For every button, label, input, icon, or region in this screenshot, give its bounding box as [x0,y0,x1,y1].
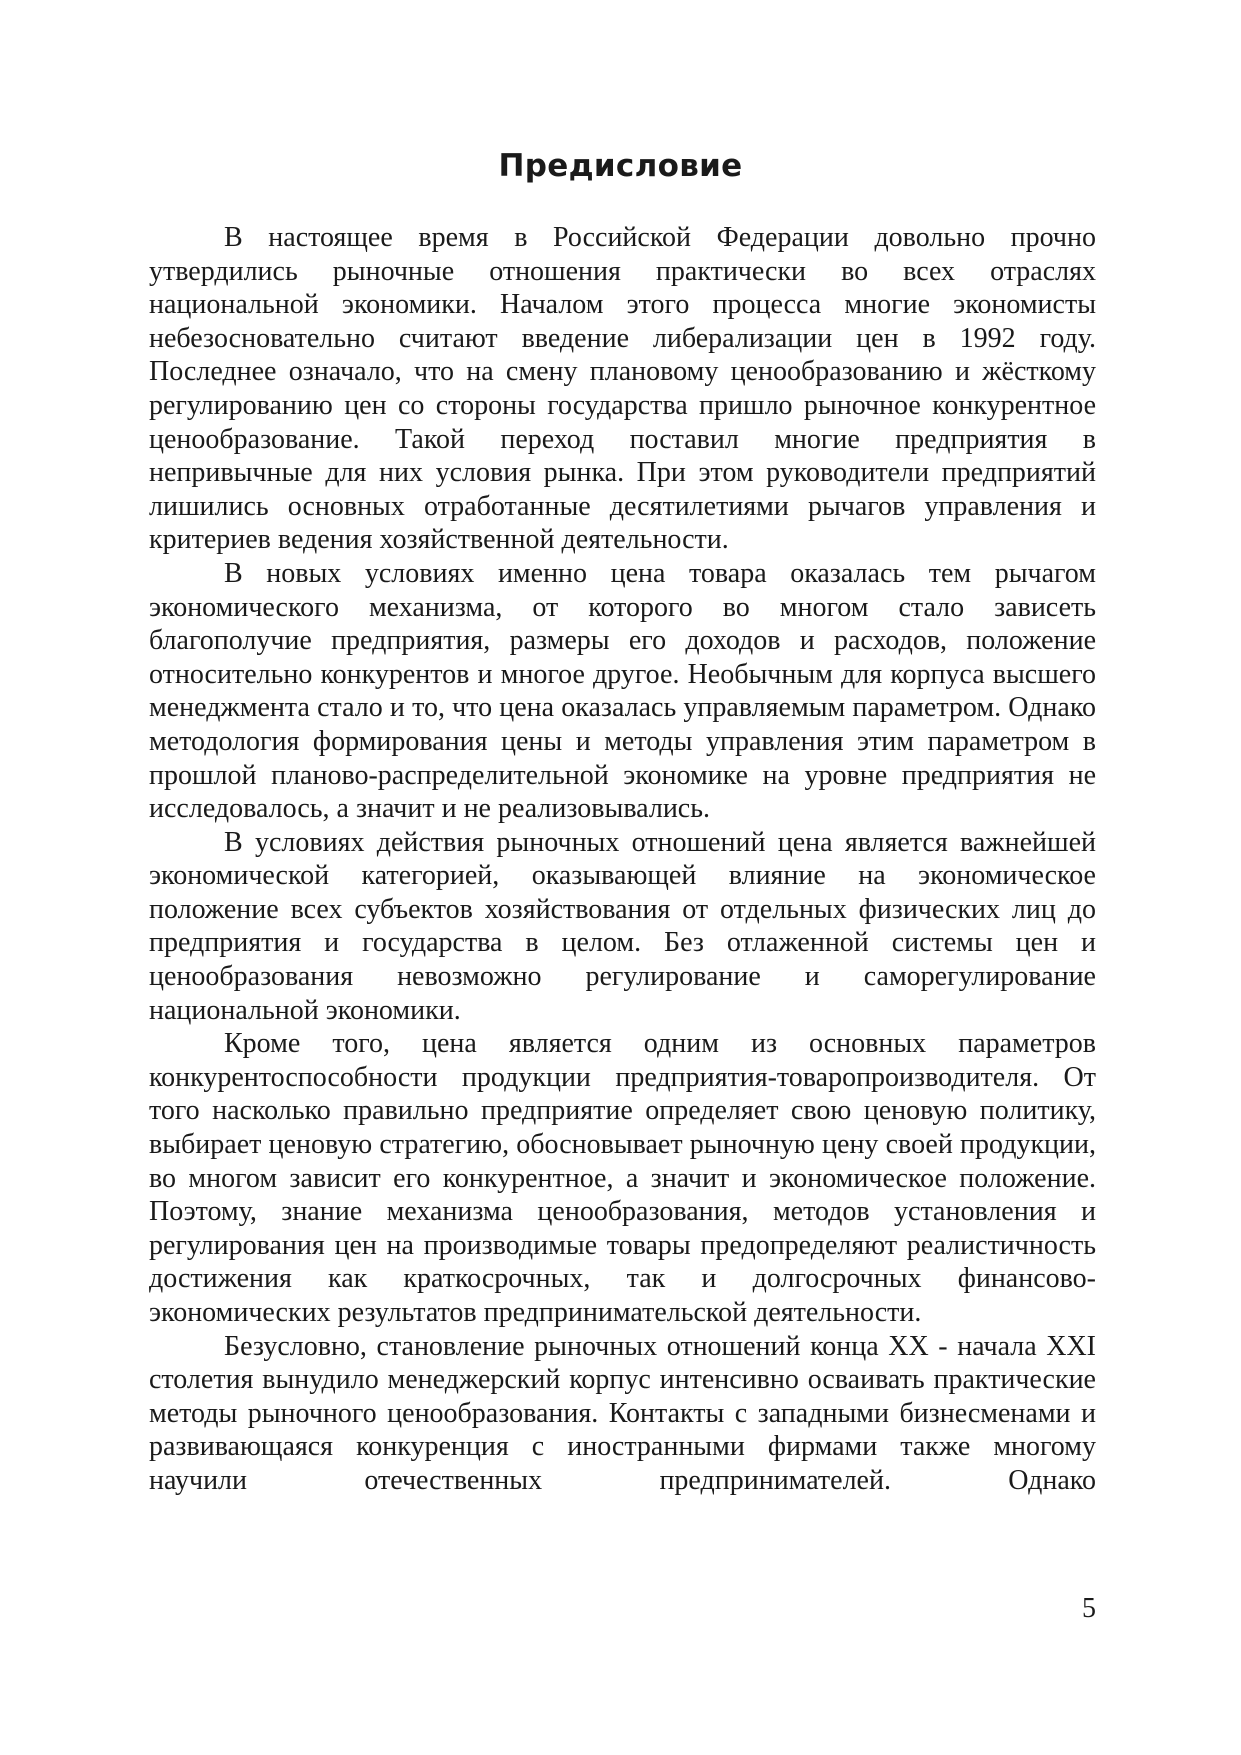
page-number: 5 [1082,1593,1096,1624]
body-text [149,221,1096,1498]
paragraph: В условиях действия рыночных отношений цена является важнейшей экономической категорией, оказывающей влияние на экономическое положение всех субъектов хозяйствования от отдельных физических лиц до предприятия и государства в целом. Без отлаженной системы цен и ценообразования невозможно регулирование и саморегулирование национальной экономики. [149,826,1096,1026]
page-title: Предисловие [498,148,743,184]
paragraph-continued: Безусловно, становление рыночных отношений конца XX - начала XXI столетия вынудило менеджерский корпус интенсивно осваивать практические методы рыночного ценообразования. Контакты с западными бизнесменами и развивающаяся конкуренция с иностранными фирмами также многому научили отечественных предпринимателей. Однако [149,1330,1096,1496]
paragraph: Кроме того, цена является одним из основных параметров конкурентоспособности продукции предприятия-товаропроизводителя. От того насколько правильно предприятие определяет свою ценовую политику, выбирает ценовую стратегию, обосновывает рыночную цену своей продукции, во многом зависит его конкурентное, а значит и экономическое положение. Поэтому, знание механизма ценообразования, методов установления и регулирования цен на производимые товары предопределяют реалистичность достижения как краткосрочных, так и долгосрочных финансово-экономических результатов предпринимательской деятельности. [149,1028,1096,1328]
paragraph: В новых условиях именно цена товара оказалась тем рычагом экономического механизма, от которого во многом стало зависеть благополучие предприятия, размеры его доходов и расходов, положение относительно конкурентов и многое другое. Необычным для корпуса высшего менеджмента стало и то, что цена оказалась управляемым параметром. Однако методология формирования цены и методы управления этим параметром в прошлой планово-распределительной экономике на уровне предприятия не исследовалось, а значит и не реализовывались. [149,557,1096,825]
paragraph: В настоящее время в Российской Федерации довольно прочно утвердились рыночные отношения практически во всех отраслях национальной экономики. Началом этого процесса многие экономисты небезосновательно считают введение либерализации цен в 1992 году. Последнее означало, что на смену плановому ценообразованию и жёсткому регулированию цен со стороны государства пришло рыночное конкурентное ценообразование. Такой переход поставил многие предприятия в непривычные для них условия рынка. При этом руководители предприятий лишились основных отработанные десятилетиями рычагов управления и критериев ведения хозяйственной деятельности. [149,222,1096,556]
